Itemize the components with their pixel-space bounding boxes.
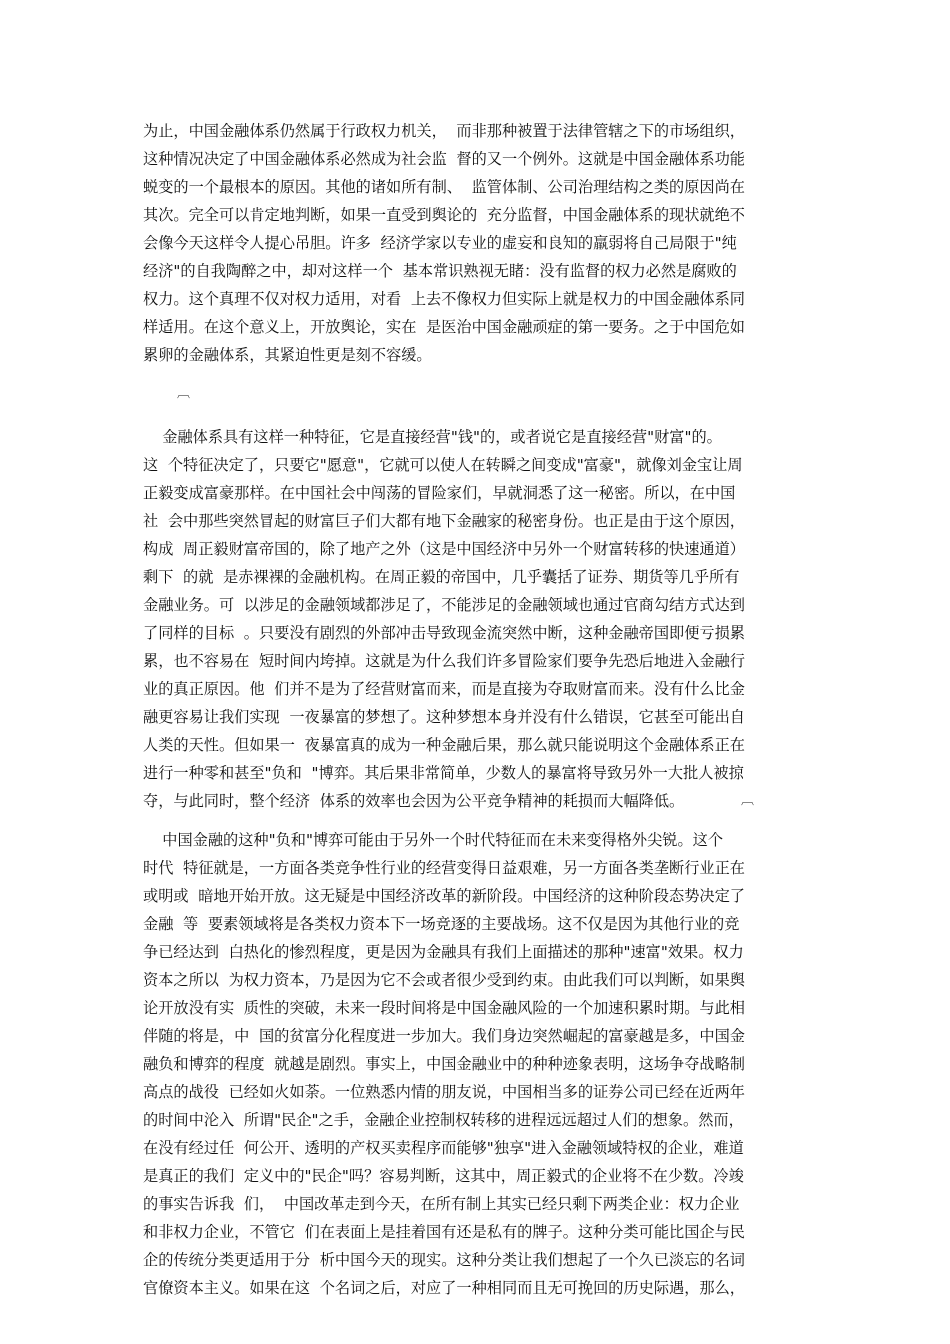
text-line: 和非权力企业，不管它 们在表面上是挂着国有还是私有的牌子。这种分类可能比国企与民 bbox=[143, 1223, 745, 1241]
text-line: 金融 等 要素领域将是各类权力资本下一场竞逐的主要战场。这不仅是因为其他行业的竞 bbox=[143, 915, 740, 933]
text-line: 累，也不容易在 短时间内垮掉。这就是为什么我们许多冒险家们要争先恐后地进入金融行 bbox=[143, 652, 745, 670]
text-line: 争已经达到 白热化的惨烈程度，更是因为金融具有我们上面描述的那种"速富"效果。权力 bbox=[143, 943, 744, 961]
text-line: 构成 周正毅财富帝国的，除了地产之外（这是中国经济中另外一个财富转移的快速通道） bbox=[143, 540, 745, 558]
text-line: 金融业务。可 以涉足的金融领域都涉足了，不能涉足的金融领域也通过官商勾结方式达到 bbox=[143, 596, 745, 614]
section-mark: ︹ bbox=[177, 386, 191, 401]
text-line: 了同样的目标 。只要没有剧烈的外部冲击导致现金流突然中断，这种金融帝国即便亏损累 bbox=[143, 624, 745, 642]
text-line: 中国金融的这种"负和"博弈可能由于另外一个时代特征而在未来变得格外尖锐。这个 bbox=[143, 831, 724, 849]
text-line: 企的传统分类更适用于分 析中国今天的现实。这种分类让我们想起了一个久已淡忘的名词 bbox=[143, 1251, 745, 1269]
text-line: 社 会中那些突然冒起的财富巨子们大都有地下金融家的秘密身份。也正是由于这个原因， bbox=[143, 512, 745, 530]
text-line: 业的真正原因。他 们并不是为了经营财富而来，而是直接为夺取财富而来。没有什么比金 bbox=[143, 680, 745, 698]
text-line: 经济"的自我陶醉之中，却对这样一个 基本常识熟视无睹：没有监督的权力必然是腐败的 bbox=[143, 262, 737, 280]
text-line: 伴随的将是，中 国的贫富分化程度进一步加大。我们身边突然崛起的富豪越是多，中国金 bbox=[143, 1027, 745, 1045]
text-line: 高点的战役 已经如火如荼。一位熟悉内情的朋友说，中国相当多的证券公司已经在近两年 bbox=[143, 1083, 745, 1101]
text-line: 会像今天这样令人提心吊胆。许多 经济学家以专业的虚妄和良知的羸弱将自己局限于"纯 bbox=[143, 234, 737, 252]
text-line: 这 个特征决定了，只要它"愿意"，它就可以使人在转瞬之间变成"富豪"，就像刘金宝让周 bbox=[143, 456, 743, 474]
text-line: 正毅变成富豪那样。在中国社会中闯荡的冒险家们，早就洞悉了这一秘密。所以，在中国 bbox=[143, 484, 736, 502]
text-line: 时代 特征就是，一方面各类竞争性行业的经营变得日益艰难，另一方面各类垄断行业正在 bbox=[143, 859, 745, 877]
text-line: 其次。完全可以肯定地判断，如果一直受到舆论的 充分监督，中国金融体系的现状就绝不 bbox=[143, 206, 745, 224]
text-line: 在没有经过任 何公开、透明的产权买卖程序而能够"独享"进入金融领域特权的企业，难道 bbox=[143, 1139, 744, 1157]
text-line: 金融体系具有这样一种特征，它是直接经营"钱"的，或者说它是直接经营"财富"的。 bbox=[143, 428, 722, 446]
text-line: 累卵的金融体系，其紧迫性更是刻不容缓。 bbox=[143, 346, 432, 364]
section-mark: ︹ bbox=[741, 793, 755, 808]
text-line: 官僚资本主义。如果在这 个名词之后，对应了一种相同而且无可挽回的历史际遇，那么， bbox=[143, 1279, 745, 1297]
text-line: 融更容易让我们实现 一夜暴富的梦想了。这种梦想本身并没有什么错误，它甚至可能出自 bbox=[143, 708, 745, 726]
text-line: 或明或 暗地开始开放。这无疑是中国经济改革的新阶段。中国经济的这种阶段态势决定了 bbox=[143, 887, 745, 905]
text-line: 进行一种零和甚至"负和 "博弈。其后果非常简单，少数人的暴富将导致另外一大批人被掠 bbox=[143, 764, 744, 782]
text-line: 的事实告诉我 们， 中国改革走到今天，在所有制上其实已经只剩下两类企业：权力企业 bbox=[143, 1195, 740, 1213]
text-line: 人类的天性。但如果一 夜暴富真的成为一种金融后果，那么就只能说明这个金融体系正在 bbox=[143, 736, 745, 754]
text-line: 蜕变的一个最根本的原因。其他的诸如所有制、 监管体制、公司治理结构之类的原因尚在 bbox=[143, 178, 745, 196]
text-line: 融负和博弈的程度 就越是剧烈。事实上，中国金融业中的种种迹象表明，这场争夺战略制 bbox=[143, 1055, 745, 1073]
text-line: 这种情况决定了中国金融体系必然成为社会监 督的又一个例外。这就是中国金融体系功能 bbox=[143, 150, 745, 168]
text-line: 的时间中沦入 所谓"民企"之手，金融企业控制权转移的进程远远超过人们的想象。然而， bbox=[143, 1111, 744, 1129]
text-line: 样适用。在这个意义上，开放舆论，实在 是医治中国金融顽症的第一要务。之于中国危如 bbox=[143, 318, 745, 336]
text-line: 剩下 的就 是赤裸裸的金融机构。在周正毅的帝国中，几乎囊括了证券、期货等几乎所有 bbox=[143, 568, 740, 586]
text-line: 资本之所以 为权力资本，乃是因为它不会或者很少受到约束。由此我们可以判断，如果舆 bbox=[143, 971, 745, 989]
text-line: 夺，与此同时，整个经济 体系的效率也会因为公平竞争精神的耗损而大幅降低。 bbox=[143, 792, 685, 810]
text-line: 权力。这个真理不仅对权力适用，对看 上去不像权力但实际上就是权力的中国金融体系同 bbox=[143, 290, 745, 308]
text-line: 论开放没有实 质性的突破，未来一段时间将是中国金融风险的一个加速积累时期。与此相 bbox=[143, 999, 745, 1017]
text-line: 是真正的我们 定义中的"民企"吗？容易判断，这其中，周正毅式的企业将不在少数。冷竣 bbox=[143, 1167, 744, 1185]
text-line: 为止，中国金融体系仍然属于行政权力机关， 而非那种被置于法律管辖之下的市场组织， bbox=[143, 122, 745, 140]
